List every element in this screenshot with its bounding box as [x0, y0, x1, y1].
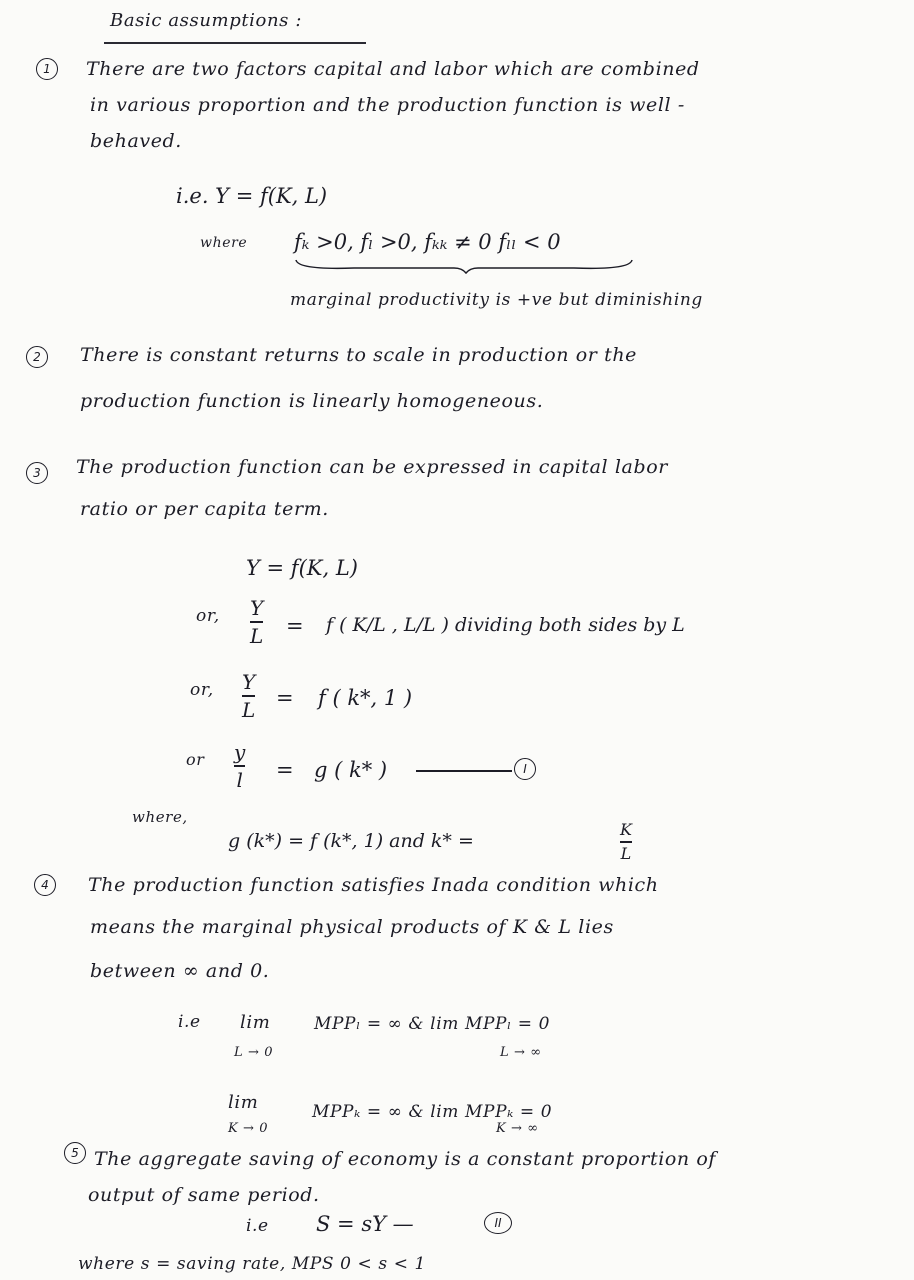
- a2-line-2: production function is linearly homogeneous.: [80, 390, 544, 412]
- a3-line-1: The production function can be expressed in capital labor: [76, 456, 668, 478]
- page-title: Basic assumptions :: [110, 10, 302, 31]
- a5-line-1: The aggregate saving of economy is a constant proportion of: [94, 1148, 717, 1170]
- frac-bar: [250, 621, 263, 623]
- frac-den-L: L: [250, 623, 264, 648]
- a3-equals-4: =: [276, 758, 294, 782]
- a3-equals-3: =: [276, 686, 294, 710]
- a4-lim-1-sub: L → 0: [234, 1045, 274, 1060]
- a3-eq4-lhs: [234, 742, 245, 790]
- a4-lim-1: lim: [240, 1012, 271, 1033]
- a3-or-2: or,: [190, 680, 214, 700]
- frac-num-Y: Y: [250, 596, 264, 620]
- a3-eq3-rhs: f ( k*, 1 ): [318, 686, 413, 710]
- a3-where-label: where,: [132, 808, 188, 826]
- a4-limit-row-2: MPPₖ = ∞ & lim MPPₖ = 0: [312, 1102, 553, 1122]
- a1-where-label: where: [200, 235, 248, 251]
- frac-bar: [242, 695, 255, 697]
- a3-k-over-l: [620, 822, 632, 862]
- a1-line-1: There are two factors capital and labor which are combined: [86, 58, 700, 80]
- a4-ie: i.e: [178, 1012, 201, 1032]
- a5-where: where s = saving rate, MPS 0 < s < 1: [78, 1254, 426, 1274]
- frac-num-y: y: [234, 740, 246, 764]
- frac-den-l: l: [236, 767, 243, 792]
- a4-line-2: means the marginal physical products of K & L lies: [90, 916, 614, 938]
- assumption-3-number: 3: [26, 462, 48, 484]
- frac-bar: [234, 765, 245, 767]
- a4-lim-4-sub: K → ∞: [496, 1121, 539, 1136]
- a3-eq3-lhs: [242, 672, 255, 720]
- frac-bar: [620, 841, 632, 843]
- a3-eq4-rhs: g ( k* ): [314, 758, 388, 782]
- equation-1-number: I: [514, 758, 536, 780]
- assumption-5-number: 5: [64, 1142, 86, 1164]
- a3-eq2-rhs: f ( K/L , L/L ) dividing both sides by L: [326, 614, 685, 636]
- a1-note: marginal productivity is +ve but diminishing: [290, 290, 703, 310]
- equation-2-number: II: [484, 1212, 512, 1234]
- a3-line-2: ratio or per capita term.: [80, 498, 329, 520]
- a1-underbrace: [294, 258, 634, 274]
- frac-num-Y: Y: [242, 670, 256, 694]
- assumption-1-number: 1: [36, 58, 58, 80]
- assumption-2-number: 2: [26, 346, 48, 368]
- a1-conditions: fₖ >0, fₗ >0, fₖₖ ≠ 0 fₗₗ < 0: [294, 230, 561, 254]
- a4-lim-3: lim: [228, 1092, 259, 1113]
- frac-num-K: K: [620, 820, 632, 839]
- a3-eq2-lhs: [250, 598, 263, 646]
- frac-den-L: L: [620, 843, 632, 863]
- a3-equals-2: =: [286, 614, 304, 638]
- a1-line-3: behaved.: [90, 130, 182, 152]
- a4-line-1: The production function satisfies Inada condition which: [88, 874, 659, 896]
- a1-production-function: i.e. Y = f(K, L): [176, 184, 328, 208]
- a4-lim-3-sub: K → 0: [228, 1121, 269, 1136]
- a2-line-1: There is constant returns to scale in production or the: [80, 344, 638, 366]
- a5-line-2: output of same period.: [88, 1184, 320, 1206]
- a4-lim-2-sub: L → ∞: [500, 1045, 542, 1060]
- a3-or-1: or,: [196, 606, 220, 626]
- a5-ie: i.e: [246, 1216, 269, 1236]
- a4-limit-row-1: MPPₗ = ∞ & lim MPPₗ = 0: [314, 1014, 551, 1034]
- a3-or-3: or: [186, 750, 205, 769]
- assumption-4-number: 4: [34, 874, 56, 896]
- frac-den-L: L: [242, 697, 256, 722]
- a1-line-2: in various proportion and the production function is well -: [90, 94, 685, 116]
- a3-definition: g (k*) = f (k*, 1) and k* =: [228, 830, 474, 852]
- a3-eq4-dash: [416, 770, 512, 772]
- a5-saving-eq: S = sY —: [316, 1212, 414, 1236]
- title-underline: [104, 42, 366, 44]
- a3-eq1: Y = f(K, L): [246, 556, 358, 580]
- a4-line-3: between ∞ and 0.: [90, 960, 270, 982]
